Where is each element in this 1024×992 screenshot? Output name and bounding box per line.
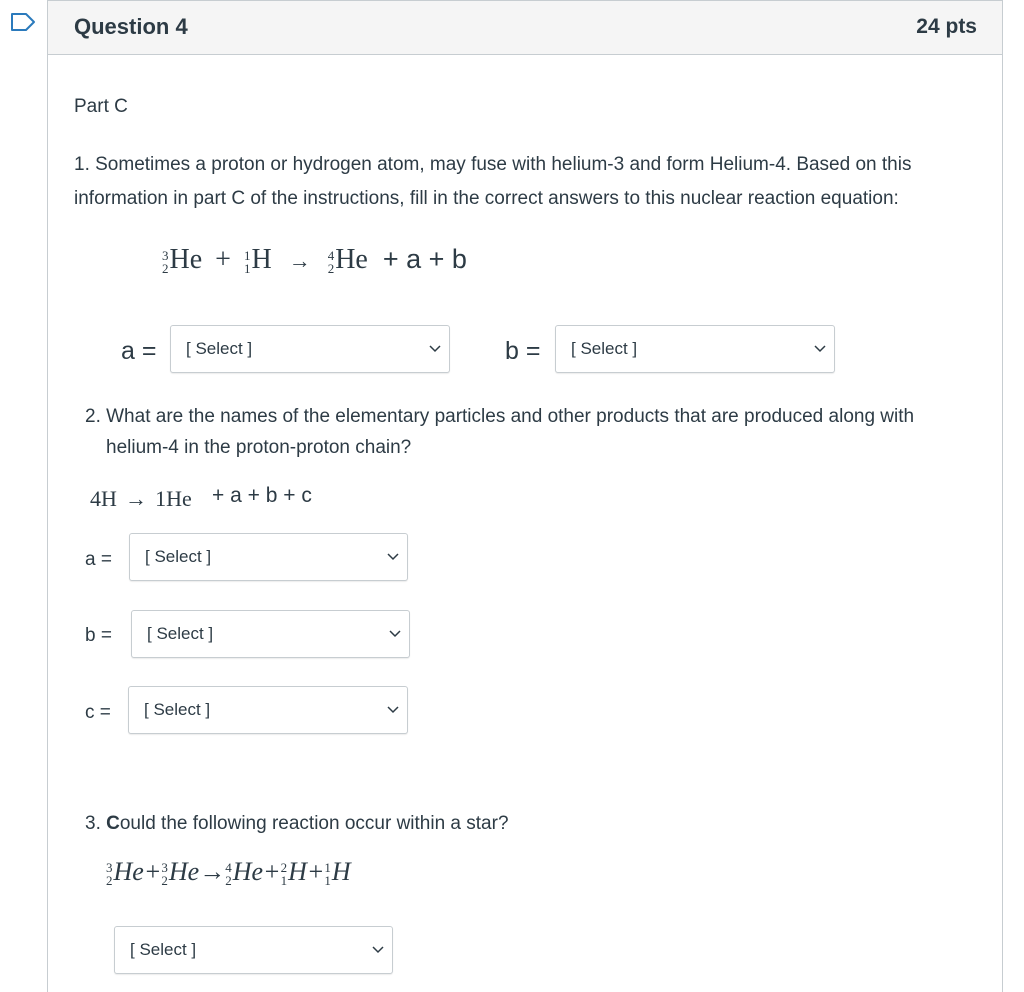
q1-b-label: b = [505, 337, 541, 365]
chevron-down-icon [814, 344, 826, 354]
question-title: Question 4 [74, 14, 188, 39]
part-heading: Part C [74, 96, 128, 117]
q3-select-value: [ Select ] [130, 940, 197, 959]
q2-equation-tail: + a + b + c [212, 484, 312, 507]
q2-a-select[interactable] [129, 533, 408, 581]
q2-text-line1: 2. What are the names of the elementary particles and other products that are produced along with [85, 406, 915, 427]
q3-select[interactable] [114, 926, 393, 974]
q2-b-select[interactable] [131, 610, 410, 658]
q1-a-select[interactable] [170, 325, 450, 373]
q2-c-select-value: [ Select ] [144, 700, 211, 719]
chevron-down-icon [387, 705, 399, 715]
bookmark-icon[interactable] [10, 12, 36, 32]
q2-a-label: a = [85, 549, 112, 570]
q2-b-select-value: [ Select ] [147, 624, 214, 643]
q2-b-label: b = [85, 625, 112, 646]
question-points: 24 pts [916, 15, 977, 38]
q1-equation: 3 2 He + 1 1 H → 4 2 He + a + b [162, 244, 467, 276]
q3-equation: 3 2 He+ 3 2 He→ 4 2 He+ 2 1 H+ 1 1 H [106, 857, 351, 889]
q2-a-select-value: [ Select ] [145, 547, 212, 566]
q3-text: 3. Could the following reaction occur within a star? [85, 813, 509, 834]
chevron-down-icon [389, 629, 401, 639]
q2-equation: 4H → 1He [90, 486, 192, 511]
chevron-down-icon [372, 945, 384, 955]
q1-text-line2: information in part C of the instructions, fill in the correct answers to this nuclear reaction equation: [74, 188, 899, 209]
chevron-down-icon [387, 552, 399, 562]
q2-c-label: c = [85, 702, 111, 723]
q1-b-select-value: [ Select ] [571, 339, 638, 358]
q1-a-select-value: [ Select ] [186, 339, 253, 358]
question-header [48, 1, 1002, 55]
q1-a-label: a = [121, 337, 157, 365]
q2-text-line2: helium-4 in the proton-proton chain? [106, 437, 412, 458]
q1-text-line1: 1. Sometimes a proton or hydrogen atom, may fuse with helium-3 and form Helium-4. Based on this [74, 154, 912, 175]
q1-b-select[interactable] [555, 325, 835, 373]
q2-c-select[interactable] [128, 686, 408, 734]
chevron-down-icon [429, 344, 441, 354]
